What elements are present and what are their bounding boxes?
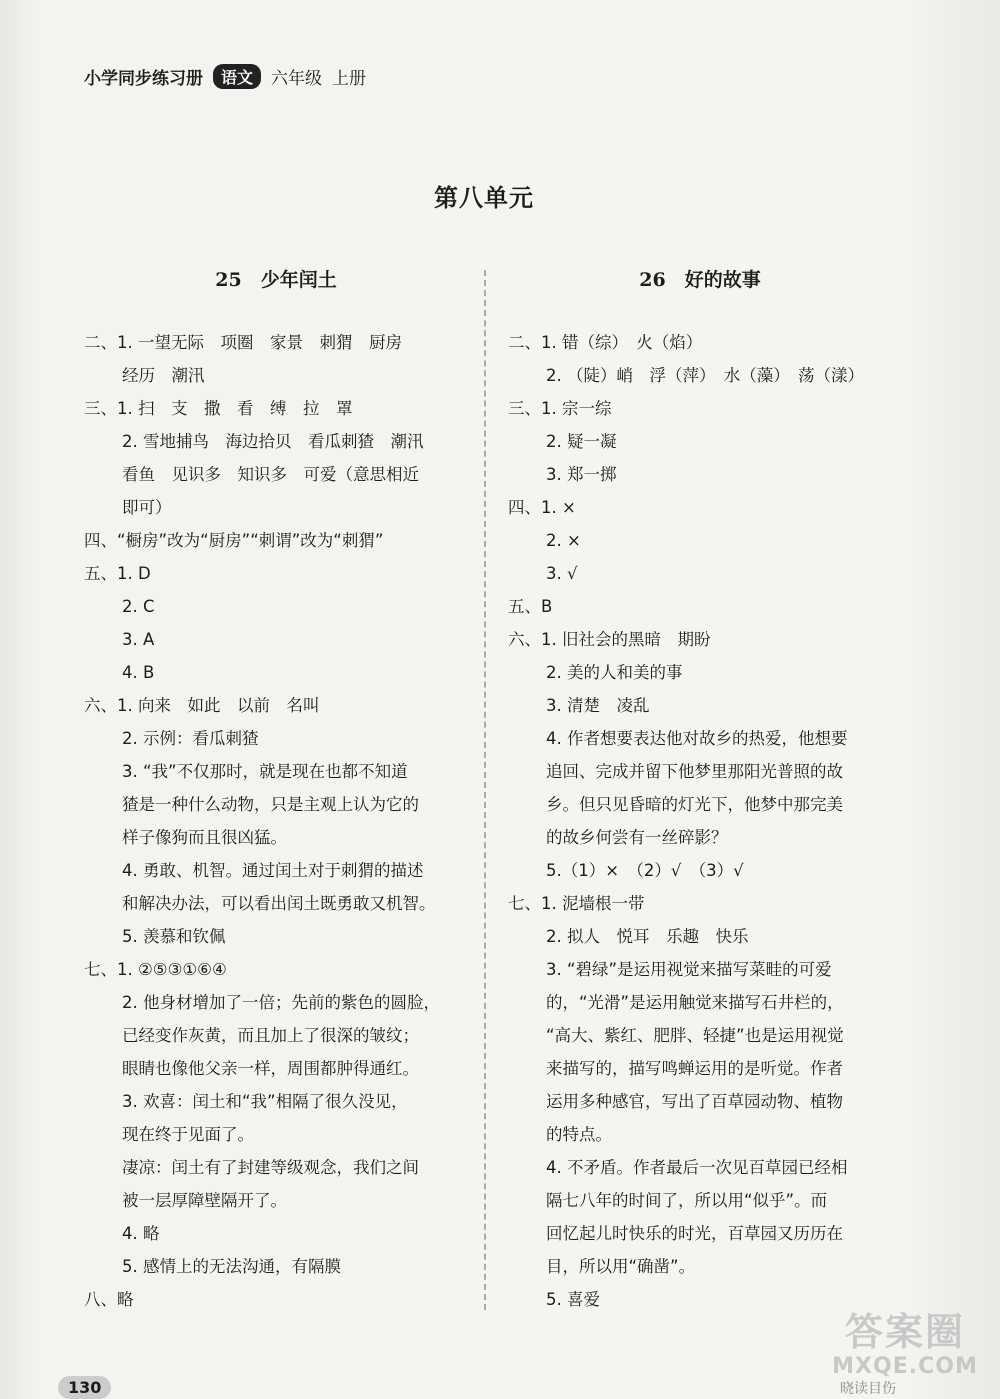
answer-line: 已经变作灰黄，而且加上了很深的皱纹； — [122, 1026, 419, 1045]
watermark-logo-text: 答案圈 — [844, 1310, 965, 1354]
answer-line: 3. 清楚 凌乱 — [546, 696, 650, 715]
answer-line: 凄凉：闰土有了封建等级观念，我们之间 — [122, 1158, 419, 1177]
grade-label: 六年级 — [271, 68, 323, 89]
answer-line: 5.（1）× （2）√ （3）√ — [546, 861, 744, 880]
answer-line: 三、1. 宗一综 — [508, 399, 612, 418]
answer-line: 2. 美的人和美的事 — [546, 663, 683, 682]
answer-line: 4. B — [122, 663, 155, 682]
answer-line: 三、1. 扫 支 撒 看 缚 拉 罩 — [84, 399, 353, 418]
answer-line: 的，“光滑”是运用触觉来描写石井栏的， — [546, 993, 844, 1012]
subject-badge: 语文 — [213, 64, 261, 89]
answer-line: 二、1. 一望无际 项圈 家景 刺猬 厨房 — [84, 333, 402, 352]
answer-line: 六、1. 旧社会的黑暗 期盼 — [508, 630, 711, 649]
answer-line: 2. 疑一凝 — [546, 432, 617, 451]
answer-line: 追回、完成并留下他梦里那阳光普照的故 — [546, 762, 843, 781]
answer-line: 2. × — [546, 531, 581, 550]
answer-line: 2. 他身材增加了一倍；先前的紫色的圆脸， — [122, 993, 440, 1012]
answer-line: 乡。但只见昏暗的灯光下，他梦中那完美 — [546, 795, 843, 814]
answer-line: 的特点。 — [546, 1125, 612, 1144]
answer-line: 3. “我”不仅那时，就是现在也都不知道 — [122, 762, 408, 781]
answer-line: 二、1. 错（综） 火（焰） — [508, 333, 703, 352]
answer-line: 经历 潮汛 — [122, 366, 205, 385]
answer-line: 2. C — [122, 597, 155, 616]
answer-line: 的故乡何尝有一丝碎影？ — [546, 828, 728, 847]
lesson-title-25: 25 少年闰土 — [215, 269, 337, 291]
answer-line: 五、B — [508, 597, 553, 616]
answer-line: 四、“橱房”改为“厨房”“刺谓”改为“刺猬” — [84, 531, 384, 550]
answer-line: 看鱼 见识多 知识多 可爱（意思相近 — [122, 465, 419, 484]
answer-line: 隔七八年的时间了，所以用“似乎”。而 — [546, 1191, 828, 1210]
watermark-corner-text: 晓读目伤 — [840, 1381, 896, 1397]
answer-line: 眼睛也像他父亲一样，周围都肿得通红。 — [122, 1059, 419, 1078]
page-number: 130 — [58, 1376, 111, 1399]
answer-line: 八、略 — [84, 1290, 134, 1309]
lesson-title-26: 26 好的故事 — [639, 269, 761, 291]
answer-line: 2. 雪地捕鸟 海边拾贝 看瓜刺猹 潮汛 — [122, 432, 424, 451]
answer-line: 2. 拟人 悦耳 乐趣 快乐 — [546, 927, 749, 946]
answer-line: 回忆起儿时快乐的时光，百草园又历历在 — [546, 1224, 843, 1243]
answer-line: 来描写的，描写鸣蝉运用的是听觉。作者 — [546, 1059, 843, 1078]
answer-line: 5. 感情上的无法沟通，有隔膜 — [122, 1257, 341, 1276]
answer-line: 样子像狗而且很凶猛。 — [122, 828, 287, 847]
answer-line: 5. 喜爱 — [546, 1290, 600, 1309]
answer-line: 五、1. D — [84, 564, 151, 583]
answer-line: 和解决办法，可以看出闰土既勇敢又机智。 — [122, 894, 436, 913]
answer-line: 3. A — [122, 630, 155, 649]
unit-title: 第八单元 — [434, 183, 534, 212]
term-label: 上册 — [332, 68, 367, 89]
answer-line: 七、1. ②⑤③①⑥④ — [84, 960, 227, 979]
book-title: 小学同步练习册 — [84, 68, 203, 89]
answer-line: 4. 不矛盾。作者最后一次见百草园已经相 — [546, 1158, 848, 1177]
answer-line: 4. 作者想要表达他对故乡的热爱，他想要 — [546, 729, 848, 748]
watermark-url: MXQE.COM — [832, 1354, 978, 1379]
answer-line: 被一层厚障壁隔开了。 — [122, 1191, 287, 1210]
answer-line: 2. 示例：看瓜刺猹 — [122, 729, 259, 748]
column-divider — [484, 270, 486, 1310]
book-header — [84, 60, 366, 92]
answer-line: 即可） — [122, 498, 172, 517]
answer-line: 5. 羡慕和钦佩 — [122, 927, 226, 946]
answer-line: 3. 欢喜：闰土和“我”相隔了很久没见， — [122, 1092, 408, 1111]
answer-line: 3. 郑一掷 — [546, 465, 617, 484]
answer-line: 六、1. 向来 如此 以前 名叫 — [84, 696, 320, 715]
answer-line: 猹是一种什么动物，只是主观上认为它的 — [122, 795, 419, 814]
answer-line: 4. 略 — [122, 1224, 160, 1243]
answer-line: 现在终于见面了。 — [122, 1125, 254, 1144]
answer-line: 七、1. 泥墙根一带 — [508, 894, 645, 913]
answer-line: 4. 勇敢、机智。通过闰土对于刺猬的描述 — [122, 861, 424, 880]
answer-line: 2. （陡）峭 浮（萍） 水（藻） 荡（漾） — [546, 366, 864, 385]
left-column — [84, 262, 468, 1316]
answer-line: “高大、紫红、肥胖、轻捷”也是运用视觉 — [546, 1026, 844, 1045]
answer-line: 运用多种感官，写出了百草园动物、植物 — [546, 1092, 843, 1111]
answer-line: 3. “碧绿”是运用视觉来描写菜畦的可爱 — [546, 960, 832, 979]
answer-line: 四、1. × — [508, 498, 576, 517]
answer-line: 3. √ — [546, 564, 578, 583]
right-column — [508, 262, 892, 1316]
answer-line: 目，所以用“确凿”。 — [546, 1257, 696, 1276]
